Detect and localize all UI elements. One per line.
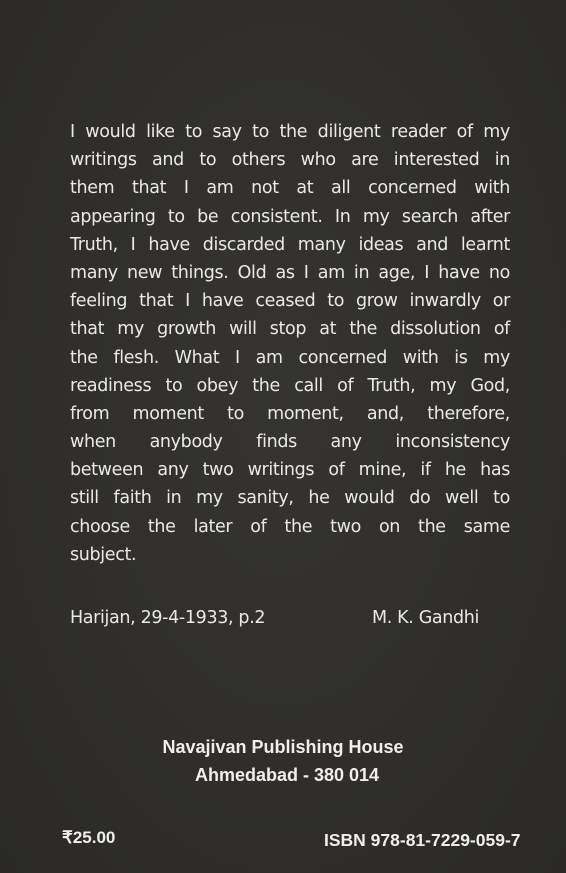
quote-line: writings and to others who are interested in [70,150,510,171]
quote-line: that my growth will stop at the dissolution of [70,319,510,340]
quote-line: between any two writings of mine, if he has [70,460,510,481]
quote-line: readiness to obey the call of Truth, my God, [70,375,510,396]
quote-line: Truth, I have discarded many ideas and learnt [70,234,510,255]
quote-line: many new things. Old as I am in age, I have no [70,262,510,283]
quote-line: when anybody finds any inconsistency [70,432,510,453]
price-label: ₹25.00 [62,828,116,847]
quote-line: them that I am not at all concerned with [70,178,510,199]
citation-source: Harijan, 29-4-1933, p.2 [70,608,266,628]
quote-line: I would like to say to the diligent reader of my [70,122,510,142]
isbn-label: ISBN 978-81-7229-059-7 [324,830,521,850]
quote-line: choose the later of the two on the same [70,516,510,537]
citation-author: M. K. Gandhi [372,608,480,628]
quote-line: subject. [70,544,137,565]
quote-line: feeling that I have ceased to grow inwardly or [70,291,510,312]
quote-line: appearing to be consistent. In my search after [70,206,510,227]
quote-line: from moment to moment, and, therefore, [70,403,510,424]
quote-line: still faith in my sanity, he would do well to [70,488,510,509]
quote-block [70,118,510,569]
quote-line: the flesh. What I am concerned with is my [70,347,510,368]
publisher-name: Navajivan Publishing House [162,737,404,757]
publisher-address: Ahmedabad - 380 014 [194,765,380,785]
